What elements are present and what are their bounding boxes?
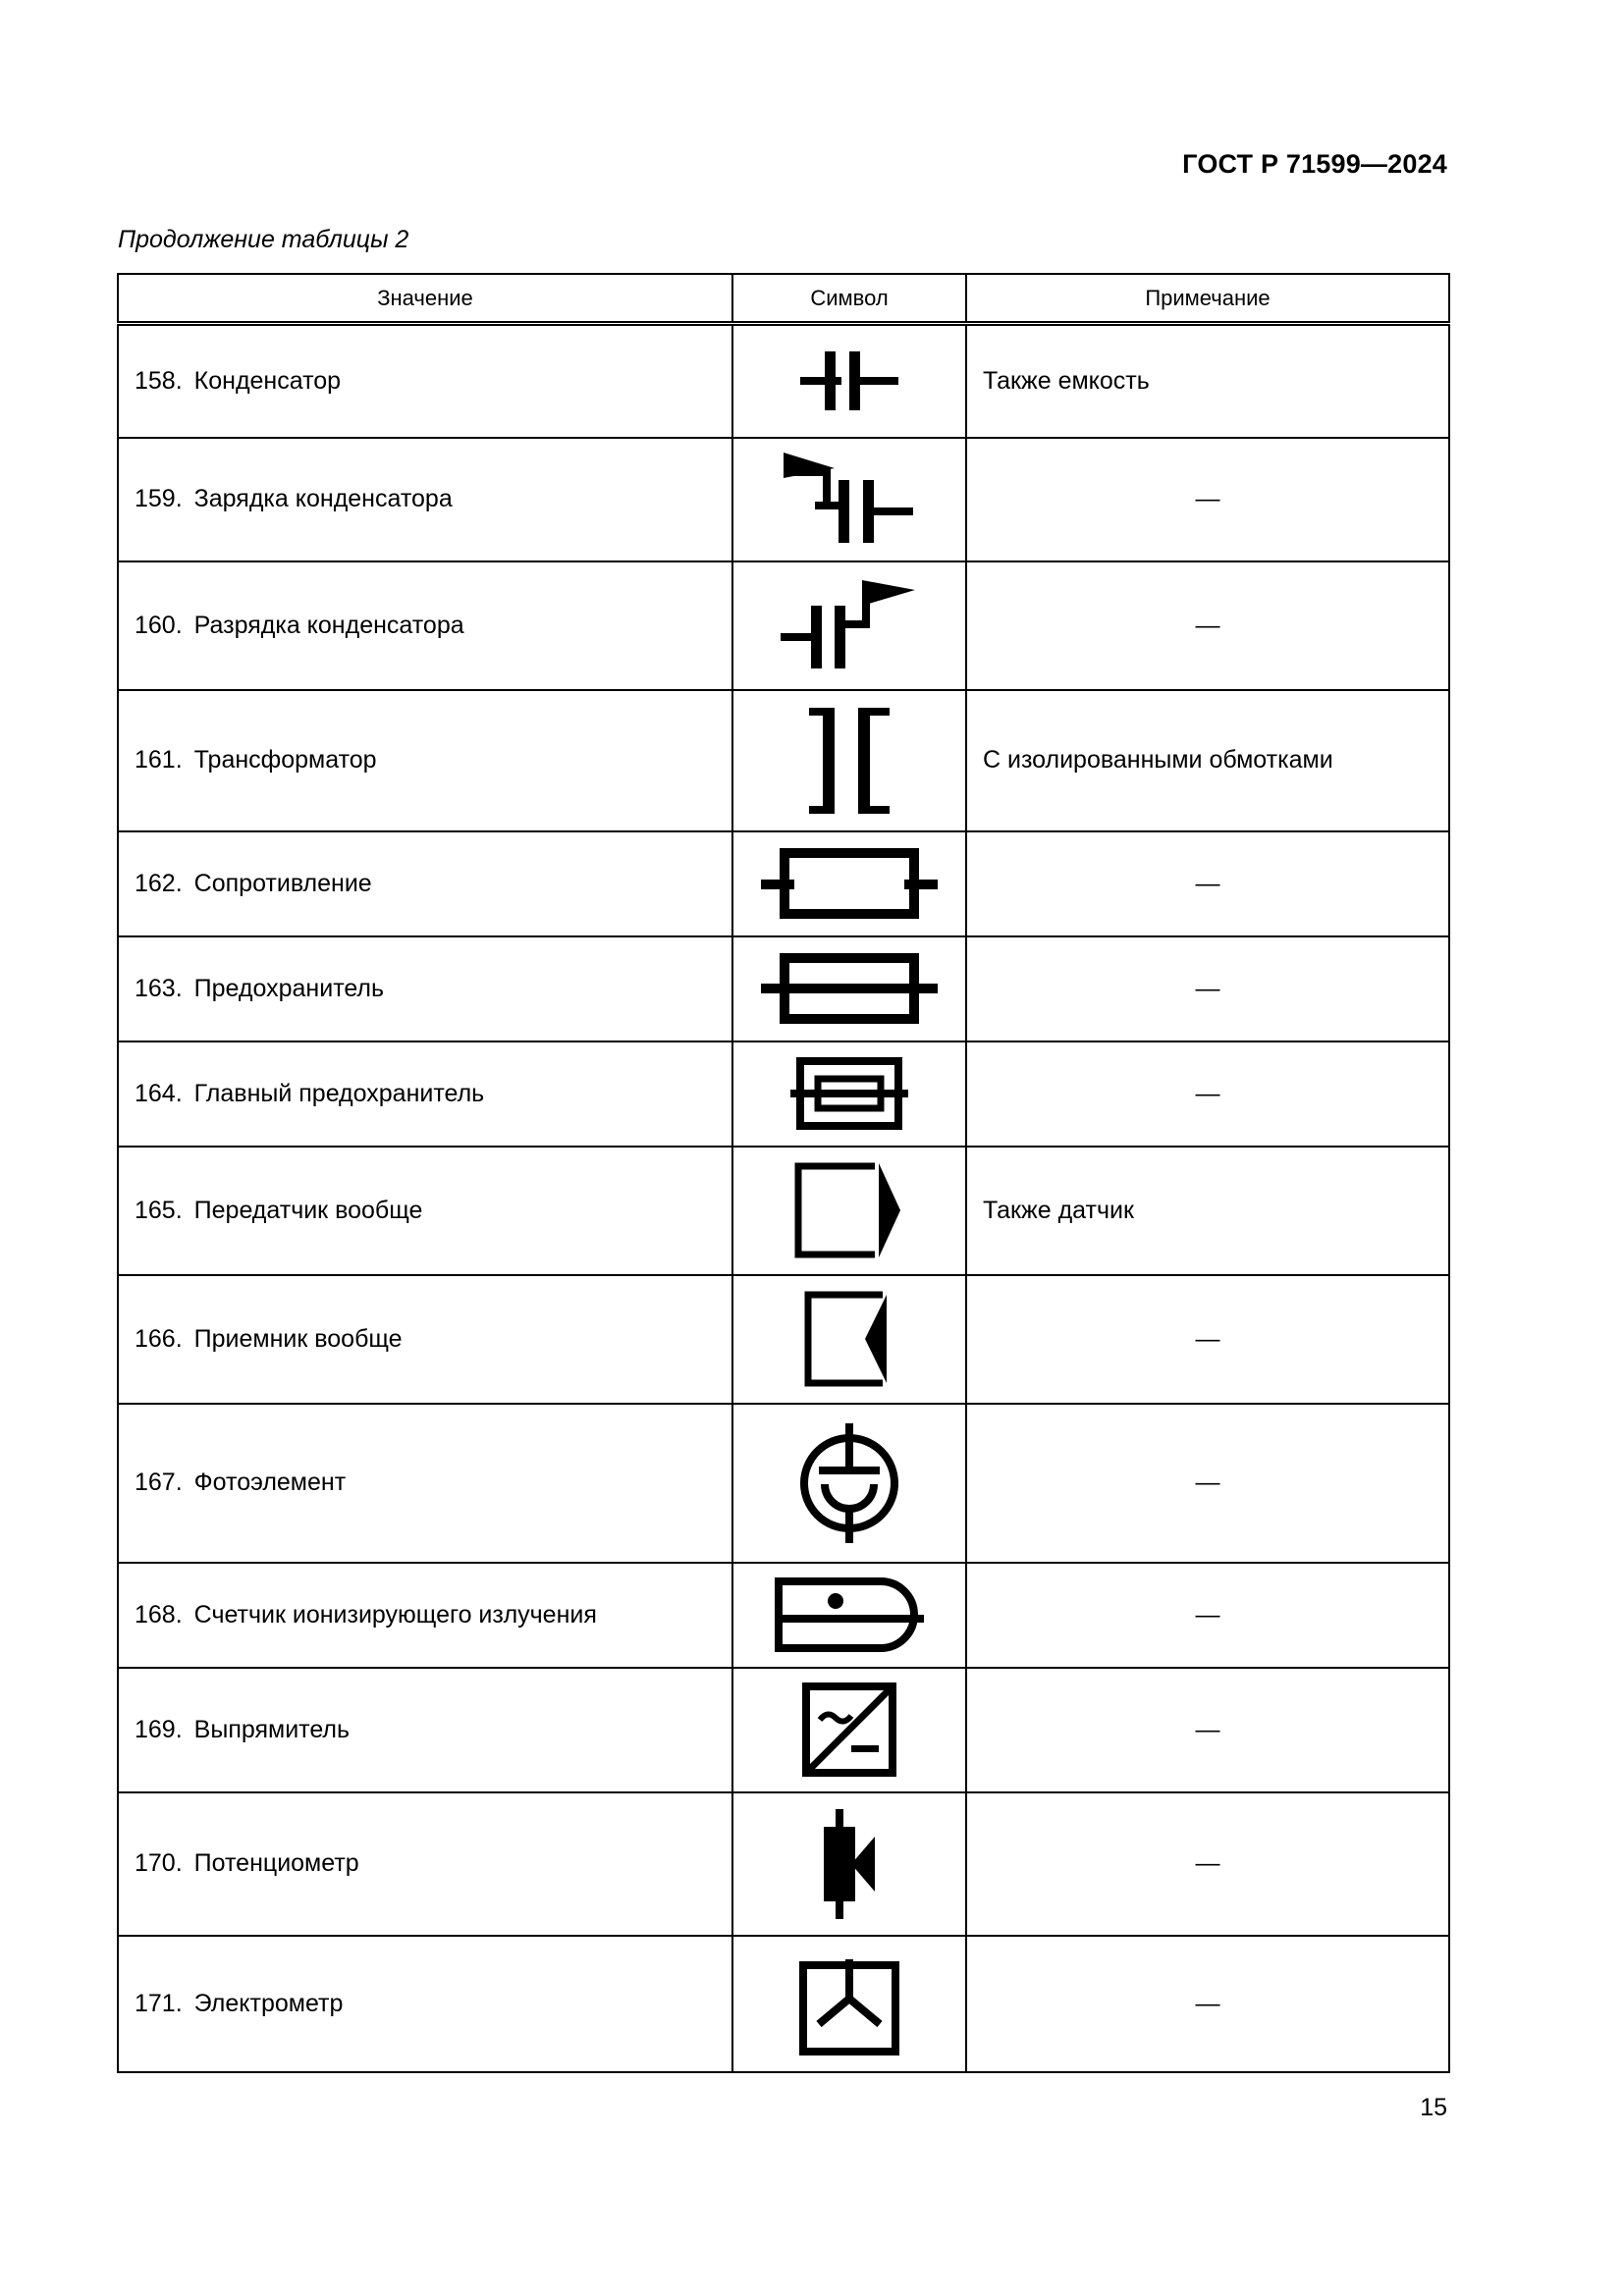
column-header-note: Примечание <box>966 274 1449 324</box>
column-header-symbol: Символ <box>732 274 966 324</box>
table-row <box>118 1936 1449 2072</box>
symbol-cell <box>732 1936 966 2072</box>
row-number: 171. <box>135 1989 183 2017</box>
row-note: Также датчик <box>966 1147 1449 1275</box>
receiver-icon <box>800 1290 898 1388</box>
symbols-table <box>117 273 1450 2073</box>
row-meaning <box>118 1404 732 1563</box>
symbol-cell <box>732 324 966 438</box>
row-note: — <box>966 561 1449 690</box>
table-row <box>118 1792 1449 1936</box>
fuse-icon <box>759 951 940 1026</box>
resistor-icon <box>759 846 940 921</box>
row-note: — <box>966 1668 1449 1792</box>
row-meaning <box>118 1041 732 1147</box>
row-note: — <box>966 1936 1449 2072</box>
row-name: Потенциометр <box>193 1849 359 1877</box>
table-row <box>118 690 1449 831</box>
row-number: 169. <box>135 1715 183 1743</box>
table-row <box>118 438 1449 561</box>
row-meaning <box>118 1147 732 1275</box>
row-note: — <box>966 1563 1449 1668</box>
row-name: Разрядка конденсатора <box>193 611 464 639</box>
table-row <box>118 1041 1449 1147</box>
row-number: 165. <box>135 1196 183 1224</box>
table-row <box>118 936 1449 1041</box>
potentiometer-icon <box>810 1807 889 1921</box>
row-note: — <box>966 1041 1449 1147</box>
symbol-cell <box>732 936 966 1041</box>
table-row <box>118 1404 1449 1563</box>
symbol-cell <box>732 561 966 690</box>
row-number: 168. <box>135 1600 183 1629</box>
table-row <box>118 1563 1449 1668</box>
document-standard-header: ГОСТ Р 71599—2024 <box>1182 149 1447 179</box>
symbol-cell <box>732 1404 966 1563</box>
row-number: 167. <box>135 1468 183 1496</box>
row-note: С изолированными обмотками <box>966 690 1449 831</box>
table-row <box>118 831 1449 936</box>
row-name: Приемник вообще <box>193 1324 403 1353</box>
row-name: Сопротивление <box>193 869 372 897</box>
row-note: — <box>966 438 1449 561</box>
row-name: Электрометр <box>193 1989 344 2017</box>
table-row <box>118 1275 1449 1404</box>
row-number: 164. <box>135 1079 183 1107</box>
row-note: — <box>966 831 1449 936</box>
row-name: Передатчик вообще <box>193 1196 423 1224</box>
table-row <box>118 561 1449 690</box>
row-meaning <box>118 1275 732 1404</box>
radiation-counter-icon <box>771 1575 928 1654</box>
row-meaning <box>118 936 732 1041</box>
table-row <box>118 1147 1449 1275</box>
row-meaning <box>118 690 732 831</box>
row-meaning <box>118 1668 732 1792</box>
symbol-cell <box>732 1275 966 1404</box>
row-name: Конденсатор <box>193 366 342 395</box>
transformer-icon <box>795 704 903 818</box>
row-number: 166. <box>135 1324 183 1353</box>
row-number: 162. <box>135 869 183 897</box>
row-name: Фотоэлемент <box>193 1468 347 1496</box>
row-note: Также емкость <box>966 324 1449 438</box>
row-meaning <box>118 1563 732 1668</box>
symbol-cell <box>732 1792 966 1936</box>
row-note: — <box>966 1404 1449 1563</box>
table-row <box>118 1668 1449 1792</box>
symbol-cell <box>732 1668 966 1792</box>
row-number: 158. <box>135 366 183 395</box>
row-name: Зарядка конденсатора <box>193 485 453 512</box>
row-name: Главный предохранитель <box>193 1079 485 1107</box>
row-number: 170. <box>135 1849 183 1877</box>
capacitor-charge-icon <box>776 451 923 549</box>
row-number: 161. <box>135 746 183 774</box>
row-name: Предохранитель <box>193 974 385 1002</box>
row-name: Счетчик ионизирующего излучения <box>193 1600 597 1629</box>
capacitor-discharge-icon <box>776 576 923 674</box>
row-name: Выпрямитель <box>193 1715 351 1743</box>
symbol-cell <box>732 1147 966 1275</box>
rectifier-icon <box>800 1681 898 1779</box>
row-note: — <box>966 936 1449 1041</box>
row-number: 163. <box>135 974 183 1002</box>
photocell-icon <box>795 1419 903 1547</box>
row-meaning <box>118 1936 732 2072</box>
symbol-cell <box>732 1041 966 1147</box>
row-number: 160. <box>135 611 183 639</box>
symbol-cell <box>732 438 966 561</box>
row-meaning <box>118 438 732 561</box>
column-header-meaning: Значение <box>118 274 732 324</box>
capacitor-icon <box>795 337 903 425</box>
row-name: Трансформатор <box>193 746 377 774</box>
symbol-cell <box>732 831 966 936</box>
row-number: 159. <box>135 485 183 512</box>
table-header-row <box>118 274 1449 324</box>
transmitter-icon <box>790 1161 908 1259</box>
row-meaning <box>118 1792 732 1936</box>
row-note: — <box>966 1792 1449 1936</box>
row-note: — <box>966 1275 1449 1404</box>
symbol-cell <box>732 1563 966 1668</box>
table-caption: Продолжение таблицы 2 <box>118 226 409 253</box>
main-fuse-icon <box>788 1054 910 1133</box>
symbol-cell <box>732 690 966 831</box>
table-row <box>118 324 1449 438</box>
row-meaning <box>118 831 732 936</box>
row-meaning <box>118 561 732 690</box>
electrometer-icon <box>795 1949 903 2057</box>
row-meaning <box>118 324 732 438</box>
page-number: 15 <box>1420 2094 1447 2121</box>
